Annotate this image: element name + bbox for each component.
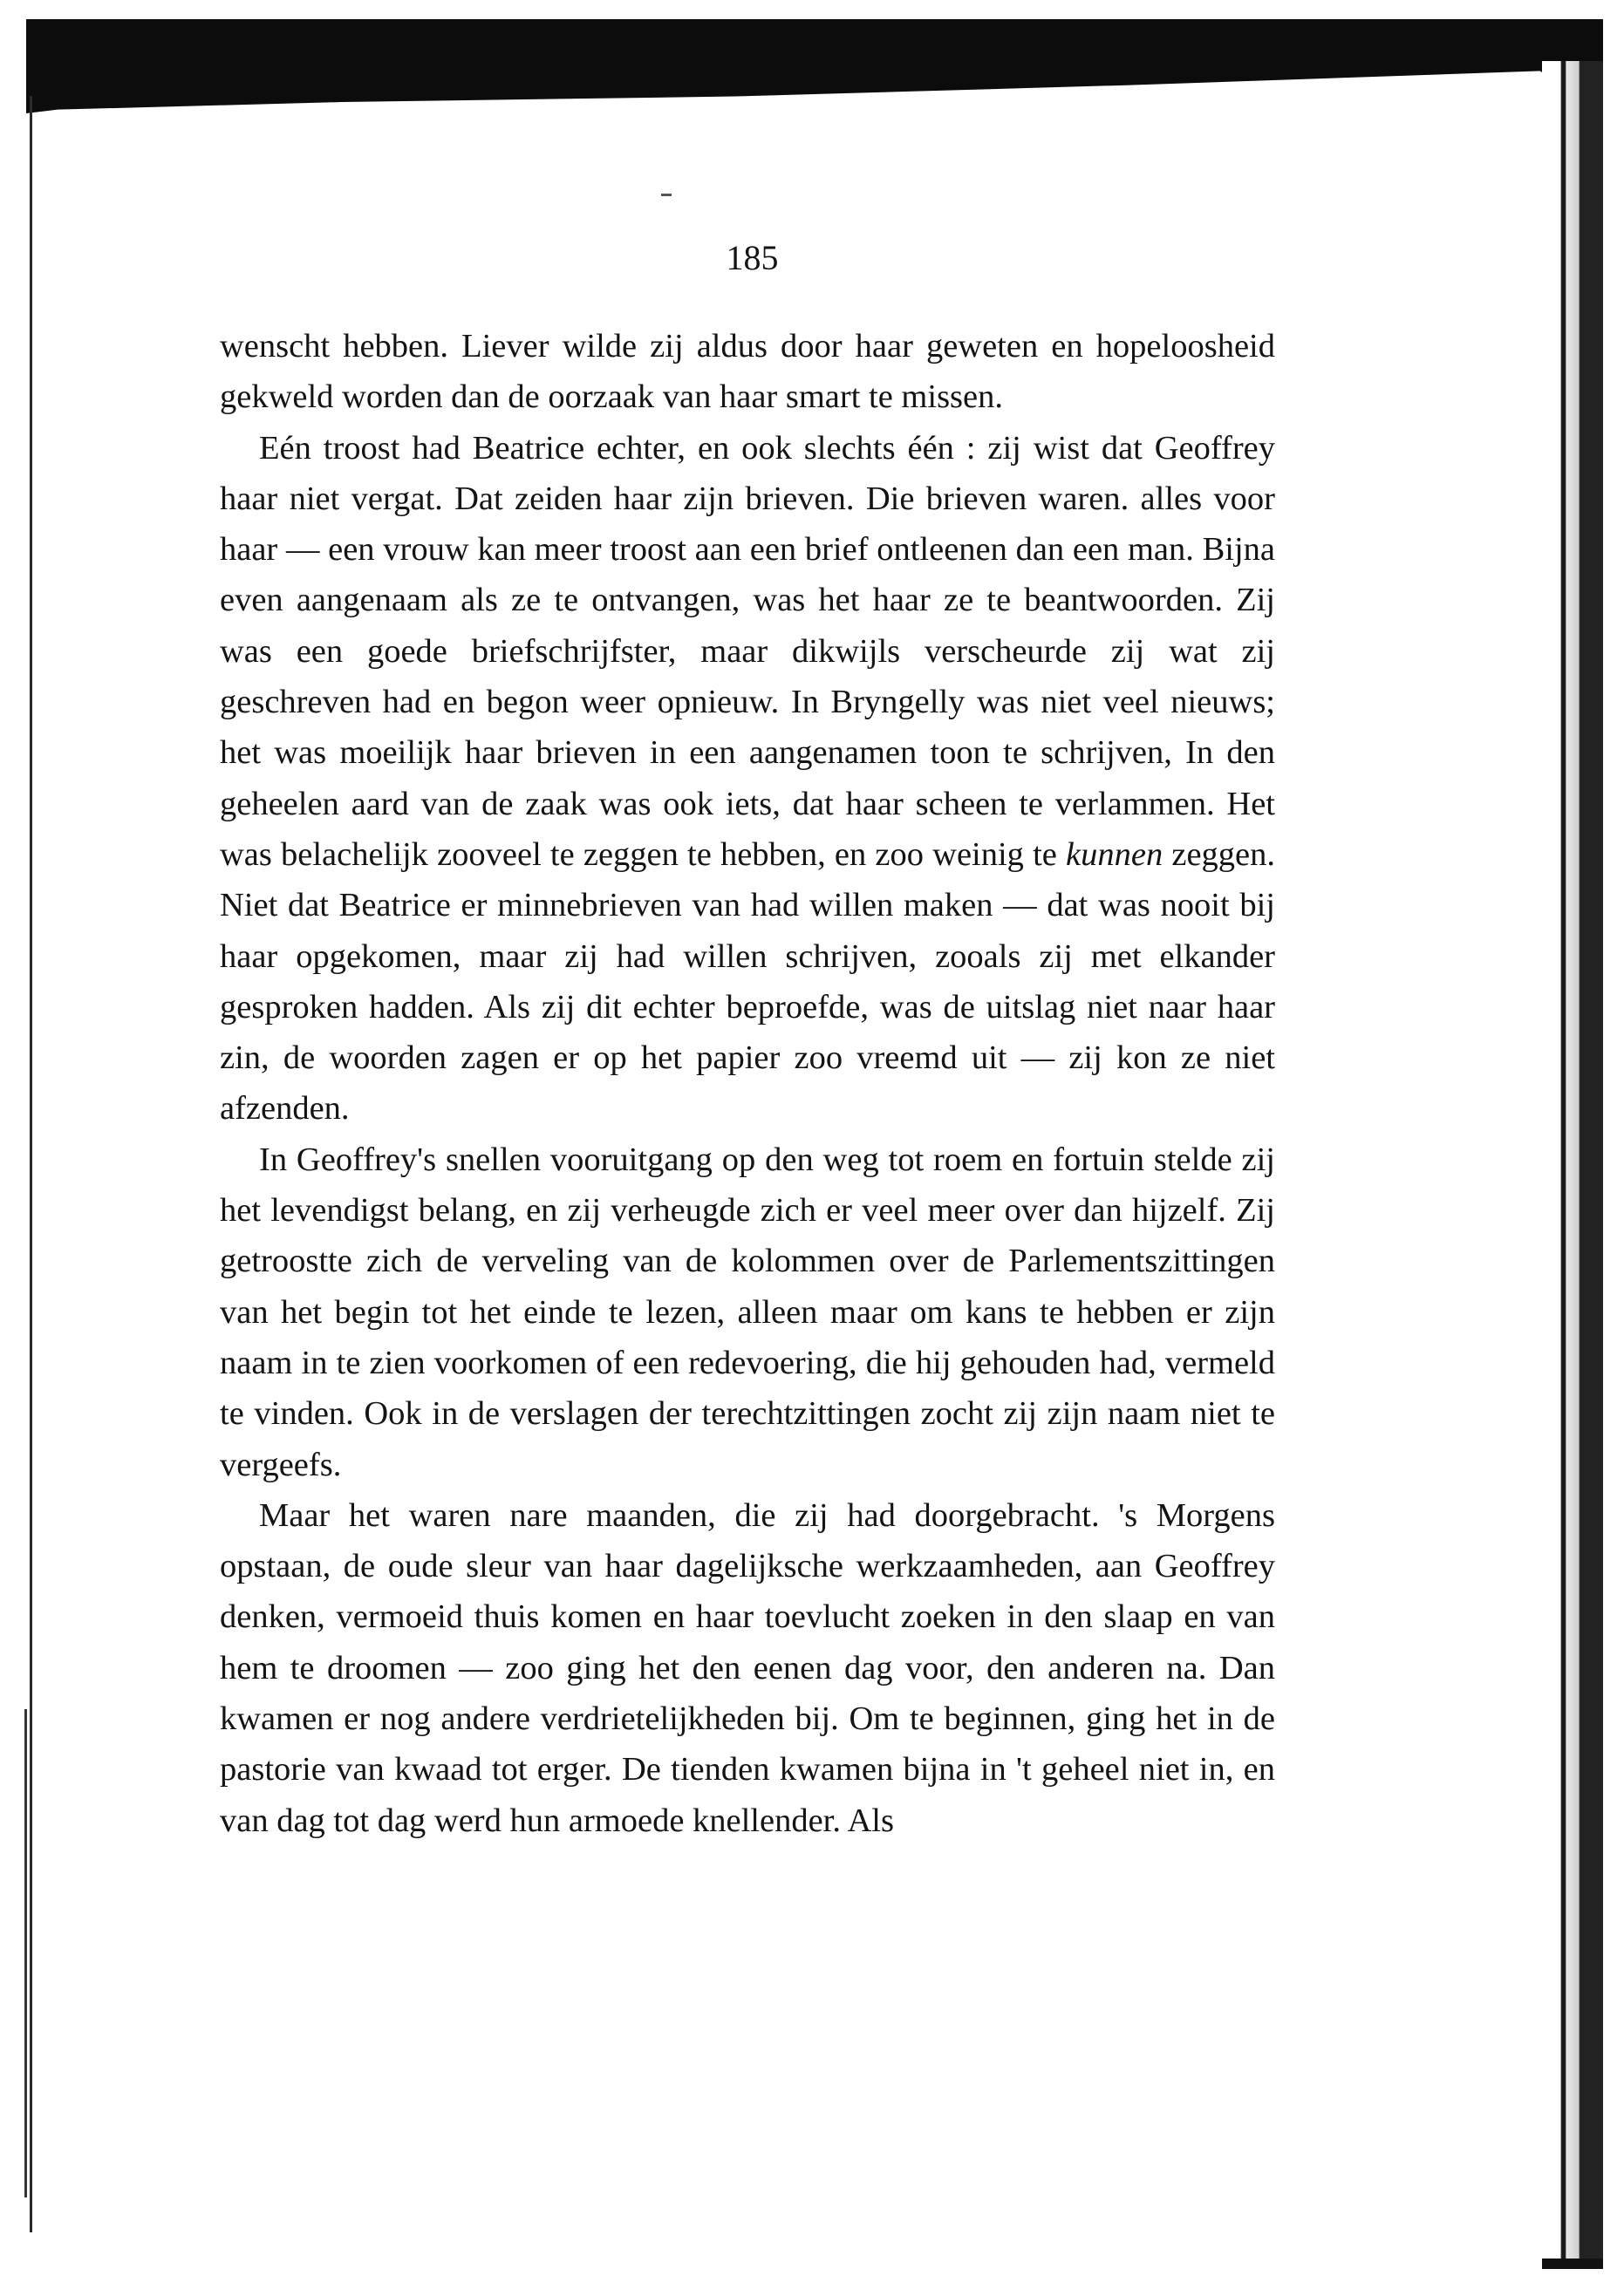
page-number: 185 bbox=[726, 238, 779, 277]
binding-marks bbox=[24, 1709, 38, 2197]
paragraph-2 bbox=[220, 423, 1275, 1134]
printer-mark bbox=[661, 194, 672, 196]
paragraph-2-text-b: zeggen. Niet dat Beatrice er minnebrieven van had willen maken — dat was nooit bij haar opgekomen, maar zij had willen schrijven, zooals zij met elkander gesproken hadden. Als zij dit echter beproefde, was de uitslag niet naar haar zin, de woorden zagen er op het papier zoo vreemd uit — zij kon ze niet afzenden. bbox=[220, 835, 1276, 1128]
paragraph-1 bbox=[220, 321, 1275, 423]
paragraph-2-italic-word: kunnen bbox=[1066, 835, 1163, 873]
paragraph-3 bbox=[220, 1134, 1275, 1490]
paragraph-1-text: wenscht hebben. Liever wilde zij aldus door haar geweten en hopeloosheid gekweld worden dan de oorzaak van haar smart te missen. bbox=[220, 328, 1275, 416]
paragraph-3-text: In Geoffrey's snellen vooruitgang op den weg tot roem en fortuin stelde zij het levendigst belang, en zij verheugde zich er veel meer over dan hijzelf. Zij getroostte zich de verveling van de kolommen over de Parlementszittingen van het begin tot het einde te lezen, alleen maar om kans te hebben er zijn naam in te zien voorkomen of een redevoering, die hij gehouden had, vermeld te vinden. Ook in de verslagen der terechtzittingen zocht zij zijn naam niet te vergeefs. bbox=[220, 1141, 1275, 1483]
body-text bbox=[220, 321, 1275, 1846]
scan-border-right bbox=[1542, 61, 1603, 2265]
paragraph-2-text-a: Eén troost had Beatrice echter, en ook slechts één : zij wist dat Geoffrey haar niet vergat. Dat zeiden haar zijn brieven. Die brieven waren. alles voor haar — een vrouw kan meer troost aan een brief ontleenen dan een man. Bijna even aangenaam als ze te ontvangen, was het haar ze te beantwoorden. Zij was een goede briefschrijfster, maar dikwijls verscheurde zij wat zij geschreven had en begon weer opnieuw. In Bryngelly was niet veel nieuws; het was moeilijk haar brieven in een aangenamen toon te schrijven, In den geheelen aard van de zaak was ook iets, dat haar scheen te verlammen. Het was belachelijk zooveel te zeggen te hebben, en zoo weinig te bbox=[220, 429, 1275, 873]
paragraph-4 bbox=[220, 1490, 1275, 1846]
scan-border-bottom bbox=[1542, 2259, 1603, 2269]
scan-border-top bbox=[26, 19, 1603, 113]
paragraph-4-text: Maar het waren nare maanden, die zij had doorgebracht. 's Morgens opstaan, de oude sleur van haar dagelijksche werkzaamheden, aan Geoffrey denken, vermoeid thuis komen en haar toevlucht zoeken in den slaap en van hem te droomen — zoo ging het den eenen dag voor, den anderen na. Dan kwamen er nog andere verdrietelijkheden bij. Om te beginnen, ging het in de pastorie van kwaad tot erger. De tienden kwamen bijna in 't geheel niet in, en van dag tot dag werd hun armoede knellender. Als bbox=[220, 1496, 1275, 1839]
